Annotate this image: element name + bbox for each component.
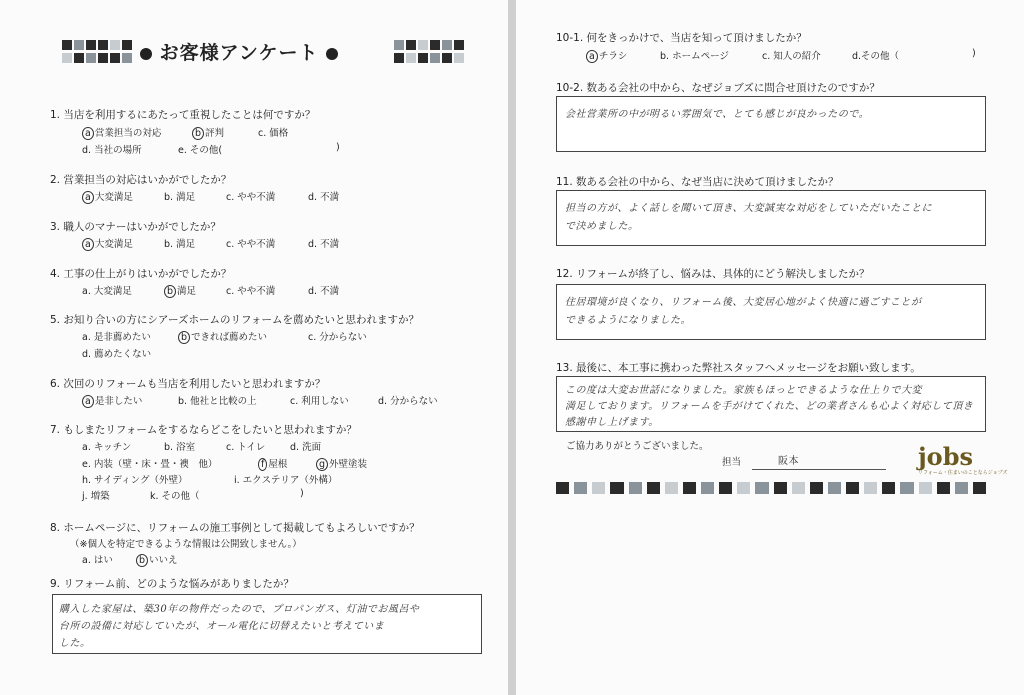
question-12: 12. リフォームが終了し、悩みは、具体的にどう解決しましたか？ <box>556 268 870 280</box>
staff-label: 担当 <box>722 457 742 468</box>
q3-option-a: a 大変満足 <box>82 236 133 250</box>
q3-option-c: c. やや不満 <box>226 239 276 250</box>
q13-answer-line-1: この度は大変お世話になりました。家族もほっとできるような仕上りで大変 <box>565 385 922 396</box>
q5-option-c: c. 分からない <box>308 332 367 343</box>
q1-option-c: c. 価格 <box>258 128 289 139</box>
staff-underline <box>752 469 886 470</box>
question-3: 3. 職人のマナーはいかがでしたか？ <box>50 221 221 233</box>
q5-option-d: d. 薦めたくない <box>82 349 152 360</box>
bullet-dot-icon <box>140 48 152 60</box>
q6-option-d: d. 分からない <box>378 396 438 407</box>
q13-answer-line-2: 満足しております。リフォームを手がけてくれた、どの業者さんも心よく対応して頂き <box>565 401 974 412</box>
question-9: 9. リフォーム前、どのような悩みがありましたか？ <box>50 578 294 590</box>
selected-circle-icon: g <box>316 458 328 471</box>
q1-option-d: d. 当社の場所 <box>82 145 142 156</box>
q7-option-e: e. 内装（壁・床・畳・襖 他） <box>82 459 218 470</box>
selected-circle-icon: b <box>192 127 204 140</box>
title-decoration-right <box>394 40 466 66</box>
question-6: 6. 次回のリフォームも当店を利用したいと思われますか？ <box>50 378 326 390</box>
selected-circle-icon: a <box>586 50 598 63</box>
q7-option-h: h. サイディング（外壁） <box>82 475 188 486</box>
q1-option-e-close: ) <box>336 142 340 153</box>
q3-option-b: b. 満足 <box>164 239 196 250</box>
q10-1-option-d-close: ) <box>972 48 976 59</box>
q7-option-f: f 屋根 <box>258 456 287 470</box>
q10-2-answer-box <box>556 96 986 152</box>
selected-circle-icon: a <box>82 127 94 140</box>
q1-option-a: a 営業担当の対応 <box>82 125 161 139</box>
q9-answer-line-3: した。 <box>59 638 91 649</box>
q10-2-answer-line-1: 会社営業所の中が明るい雰囲気で、とても感じが良かったので。 <box>565 109 870 120</box>
q2-option-b: b. 満足 <box>164 192 196 203</box>
q7-option-k: k. その他（ <box>150 491 200 502</box>
q7-option-b: b. 浴室 <box>164 442 196 453</box>
q11-answer-box <box>556 190 986 246</box>
question-5: 5. お知り合いの方にシアーズホームのリフォームを薦めたいと思われますか？ <box>50 314 419 326</box>
q1-option-e: e. その他( <box>178 145 223 156</box>
q7-option-d: d. 洗面 <box>290 442 322 453</box>
thanks-text: ご協力ありがとうございました。 <box>566 441 709 452</box>
selected-circle-icon: a <box>82 191 94 204</box>
company-logo: jobs <box>918 442 973 471</box>
question-11: 11. 数ある会社の中から、なぜ当店に決めて頂けましたか？ <box>556 176 839 188</box>
q4-option-a: a. 大変満足 <box>82 286 132 297</box>
selected-circle-icon: a <box>82 395 94 408</box>
q6-option-c: c. 利用しない <box>290 396 349 407</box>
selected-circle-icon: b <box>164 285 176 298</box>
q10-1-option-a: a チラシ <box>586 48 627 62</box>
q10-1-option-d: d.その他（ <box>852 51 900 62</box>
q11-answer-line-1: 担当の方が、よく話しを聞いて頂き、大変誠実な対応をしていただいたことに <box>565 203 933 214</box>
q8-option-a: a. はい <box>82 555 113 566</box>
q10-1-option-b: b. ホームページ <box>660 51 729 62</box>
q6-option-b: b. 他社と比較の上 <box>178 396 257 407</box>
selected-circle-icon: b <box>136 554 148 567</box>
q11-answer-line-2: で決めました。 <box>565 221 639 232</box>
q13-answer-box <box>556 376 986 432</box>
q2-option-d: d. 不満 <box>308 192 340 203</box>
q10-1-option-c: c. 知人の紹介 <box>762 51 821 62</box>
question-13: 13. 最後に、本工事に携わった弊社スタッフへメッセージをお願い致します。 <box>556 362 921 374</box>
title-decoration-left <box>62 40 134 66</box>
question-2: 2. 営業担当の対応はいかがでしたか？ <box>50 174 232 186</box>
q9-answer-line-1: 購入した家屋は、築30年の物件だったので、プロパンガス、灯油でお風呂や <box>59 604 420 615</box>
q5-option-b: b できれば薦めたい <box>178 329 267 343</box>
q8-note: （※個人を特定できるような情報は公開致しません。） <box>70 539 302 550</box>
question-4: 4. 工事の仕上がりはいかがでしたか？ <box>50 268 232 280</box>
bullet-dot-icon <box>326 48 338 60</box>
staff-name: 阪本 <box>778 456 799 467</box>
question-7: 7. もしまたリフォームをするならどこをしたいと思われますか？ <box>50 424 357 436</box>
q13-answer-line-3: 感謝申し上げます。 <box>565 417 659 428</box>
question-8: 8. ホームページに、リフォームの施工事例として掲載してもよろしいですか？ <box>50 522 420 534</box>
question-10-1: 10-1. 何をきっかけで、当店を知って頂けましたか？ <box>556 32 807 44</box>
selected-circle-icon: a <box>82 238 94 251</box>
q7-option-i: i. エクステリア（外構） <box>234 475 338 486</box>
q3-option-d: d. 不満 <box>308 239 340 250</box>
question-1: 1. 当店を利用するにあたって重視したことは何ですか？ <box>50 109 316 121</box>
q4-option-d: d. 不満 <box>308 286 340 297</box>
q7-option-c: c. トイレ <box>226 442 266 453</box>
q9-answer-line-2: 台所の設備に対応していたが、オール電化に切替えたいと考えていま <box>59 621 385 632</box>
q8-option-b: b いいえ <box>136 552 178 566</box>
q4-option-c: c. やや不満 <box>226 286 276 297</box>
footer-decoration-strip <box>556 482 986 494</box>
q2-option-a: a 大変満足 <box>82 189 133 203</box>
q12-answer-line-2: できるようになりました。 <box>565 315 691 326</box>
q7-option-j: j. 増築 <box>82 491 110 502</box>
q12-answer-box <box>556 284 986 340</box>
q6-option-a: a 是非したい <box>82 393 142 407</box>
company-logo-tagline: リフォーム・住まいのことならジョブズ <box>918 470 1008 476</box>
q1-option-b: b 評判 <box>192 125 224 139</box>
selected-circle-icon: b <box>178 331 190 344</box>
q7-option-k-close: ) <box>300 488 304 499</box>
q12-answer-line-1: 住居環境が良くなり、リフォーム後、大変居心地がよく快適に過ごすことが <box>565 297 922 308</box>
survey-title: お客様アンケート <box>140 38 338 65</box>
q5-option-a: a. 是非薦めたい <box>82 332 151 343</box>
q7-option-a: a. キッチン <box>82 442 132 453</box>
selected-circle-icon: f <box>258 458 267 471</box>
q2-option-c: c. やや不満 <box>226 192 276 203</box>
q4-option-b: b 満足 <box>164 283 196 297</box>
q7-option-g: g 外壁塗装 <box>316 456 367 470</box>
q9-answer-box <box>52 594 482 654</box>
question-10-2: 10-2. 数ある会社の中から、なぜジョブズに問合せ頂けたのですか？ <box>556 82 880 94</box>
